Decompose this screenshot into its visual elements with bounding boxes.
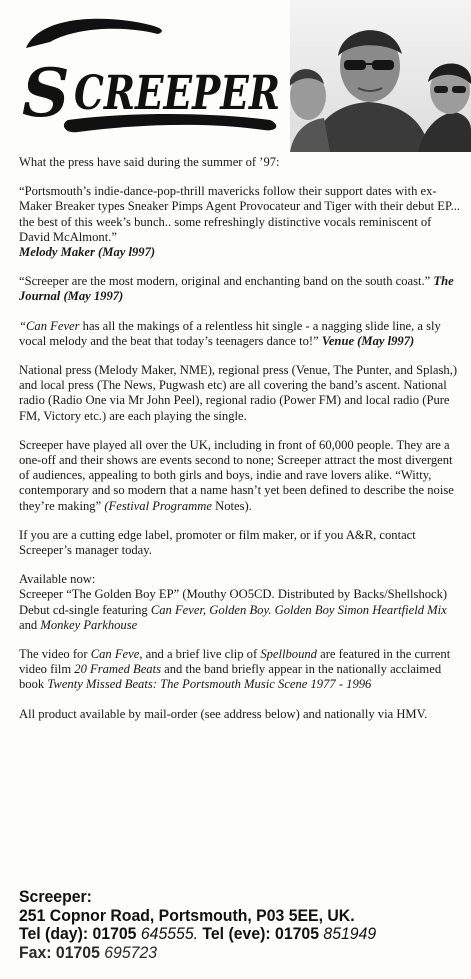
ep-release-line: Screeper “The Golden Boy EP” (Mouthy OO5CD. Distributed by Backs/Shellshock) bbox=[19, 587, 448, 602]
festival-source: (Festival Programme bbox=[104, 498, 212, 513]
track-last: Monkey Parkhouse bbox=[40, 617, 138, 632]
track-list: Can Fever, Golden Boy. Golden Boy Simon Heartfield Mix bbox=[150, 602, 447, 617]
available-heading: Available now: bbox=[19, 572, 96, 587]
logo-letter-s: S bbox=[22, 54, 70, 132]
contact-phones: Tel (day): 01705 645555. Tel (eve): 01705 851949 bbox=[19, 924, 377, 943]
quote-text: has all the makings of a relentless hit single - a nagging slide line, a sly vocal melody and the beat that today’s teenagers dance to!” bbox=[19, 318, 441, 348]
quote-source: Melody Maker (May l997) bbox=[19, 245, 156, 260]
live-paragraph: Screeper have played all over the UK, including in front of 60,000 people. They are a one-off and their shows are events second to none; Screeper attract the most divergent of audiences, appealing to both girls and boys, indie and rave lovers alike. “Witty, contemporary and so modern that a name hasn’t yet been defined to describe the noise they’re making” (Festival Programme Notes). bbox=[19, 437, 454, 513]
quote-text: “Portsmouth’s indie-dance-pop-thrill mavericks follow their support dates with ex-Maker Breaker types Sneaker Pimps Agent Provocateur and Tiger with their debut EP... the best of this week’s bunch.. some refreshingly distinctive vocals reminiscent of David McAlmont.” bbox=[19, 184, 461, 244]
contact-block bbox=[19, 888, 438, 962]
contact-address: 251 Copnor Road, Portsmouth, P03 5EE, UK. bbox=[19, 905, 355, 925]
quote-source: Venue (May l997) bbox=[321, 333, 415, 348]
contact-fax: Fax: 01705 695723 bbox=[19, 942, 158, 962]
screeper-logo bbox=[8, 8, 300, 150]
band-photo bbox=[290, 0, 471, 152]
call-to-action: If you are a cutting edge label, promoter or film maker, or if you A&R, contact Screeper’s manager today. bbox=[19, 527, 416, 558]
contact-name: Screeper: bbox=[19, 887, 92, 906]
single-title: “Can Fever bbox=[19, 318, 80, 333]
tel-day-number: 645555. bbox=[140, 924, 199, 943]
logo-letters: CREEPER bbox=[74, 66, 280, 121]
quote-venue bbox=[19, 319, 464, 349]
mail-order-line: All product available by mail-order (see address below) and nationally via HMV. bbox=[19, 706, 428, 721]
single-tracks-line: Debut cd-single featuring Can Fever, Golden Boy. Golden Boy Simon Heartfield Mix and Monkey Parkhouse bbox=[19, 602, 447, 632]
header bbox=[0, 0, 471, 156]
intro-line: What the press have said during the summer of ’97: bbox=[19, 155, 280, 169]
quote-source: The Journal (May 1997) bbox=[19, 274, 454, 304]
tel-eve-number: 851949 bbox=[323, 924, 377, 943]
video-paragraph: The video for Can Feve, and a brief live clip of Spellbound are featured in the current video film 20 Framed Beats and the band briefly appear in the nationally acclaimed book Twenty Missed Beats: The Portsmouth Music Scene 1977 - 1996 bbox=[19, 647, 451, 692]
quote-melody-maker bbox=[19, 184, 464, 260]
quote-text: “Screeper are the most modern, original and enchanting band on the south coast.” bbox=[19, 274, 431, 289]
press-coverage-paragraph: National press (Melody Maker, NME), regional press (Venue, The Punter, and Splash,) and local press (The News, Pugwash etc) are all covering the band’s ascent. National radio (Radio One via Mr John Peel), regional radio (Power FM) and local radio (Pure FM, Victory etc.) are each playing the single. bbox=[19, 363, 458, 423]
quote-journal bbox=[19, 274, 464, 304]
flyer-body bbox=[19, 155, 464, 722]
fax-number: 695723 bbox=[104, 942, 158, 962]
